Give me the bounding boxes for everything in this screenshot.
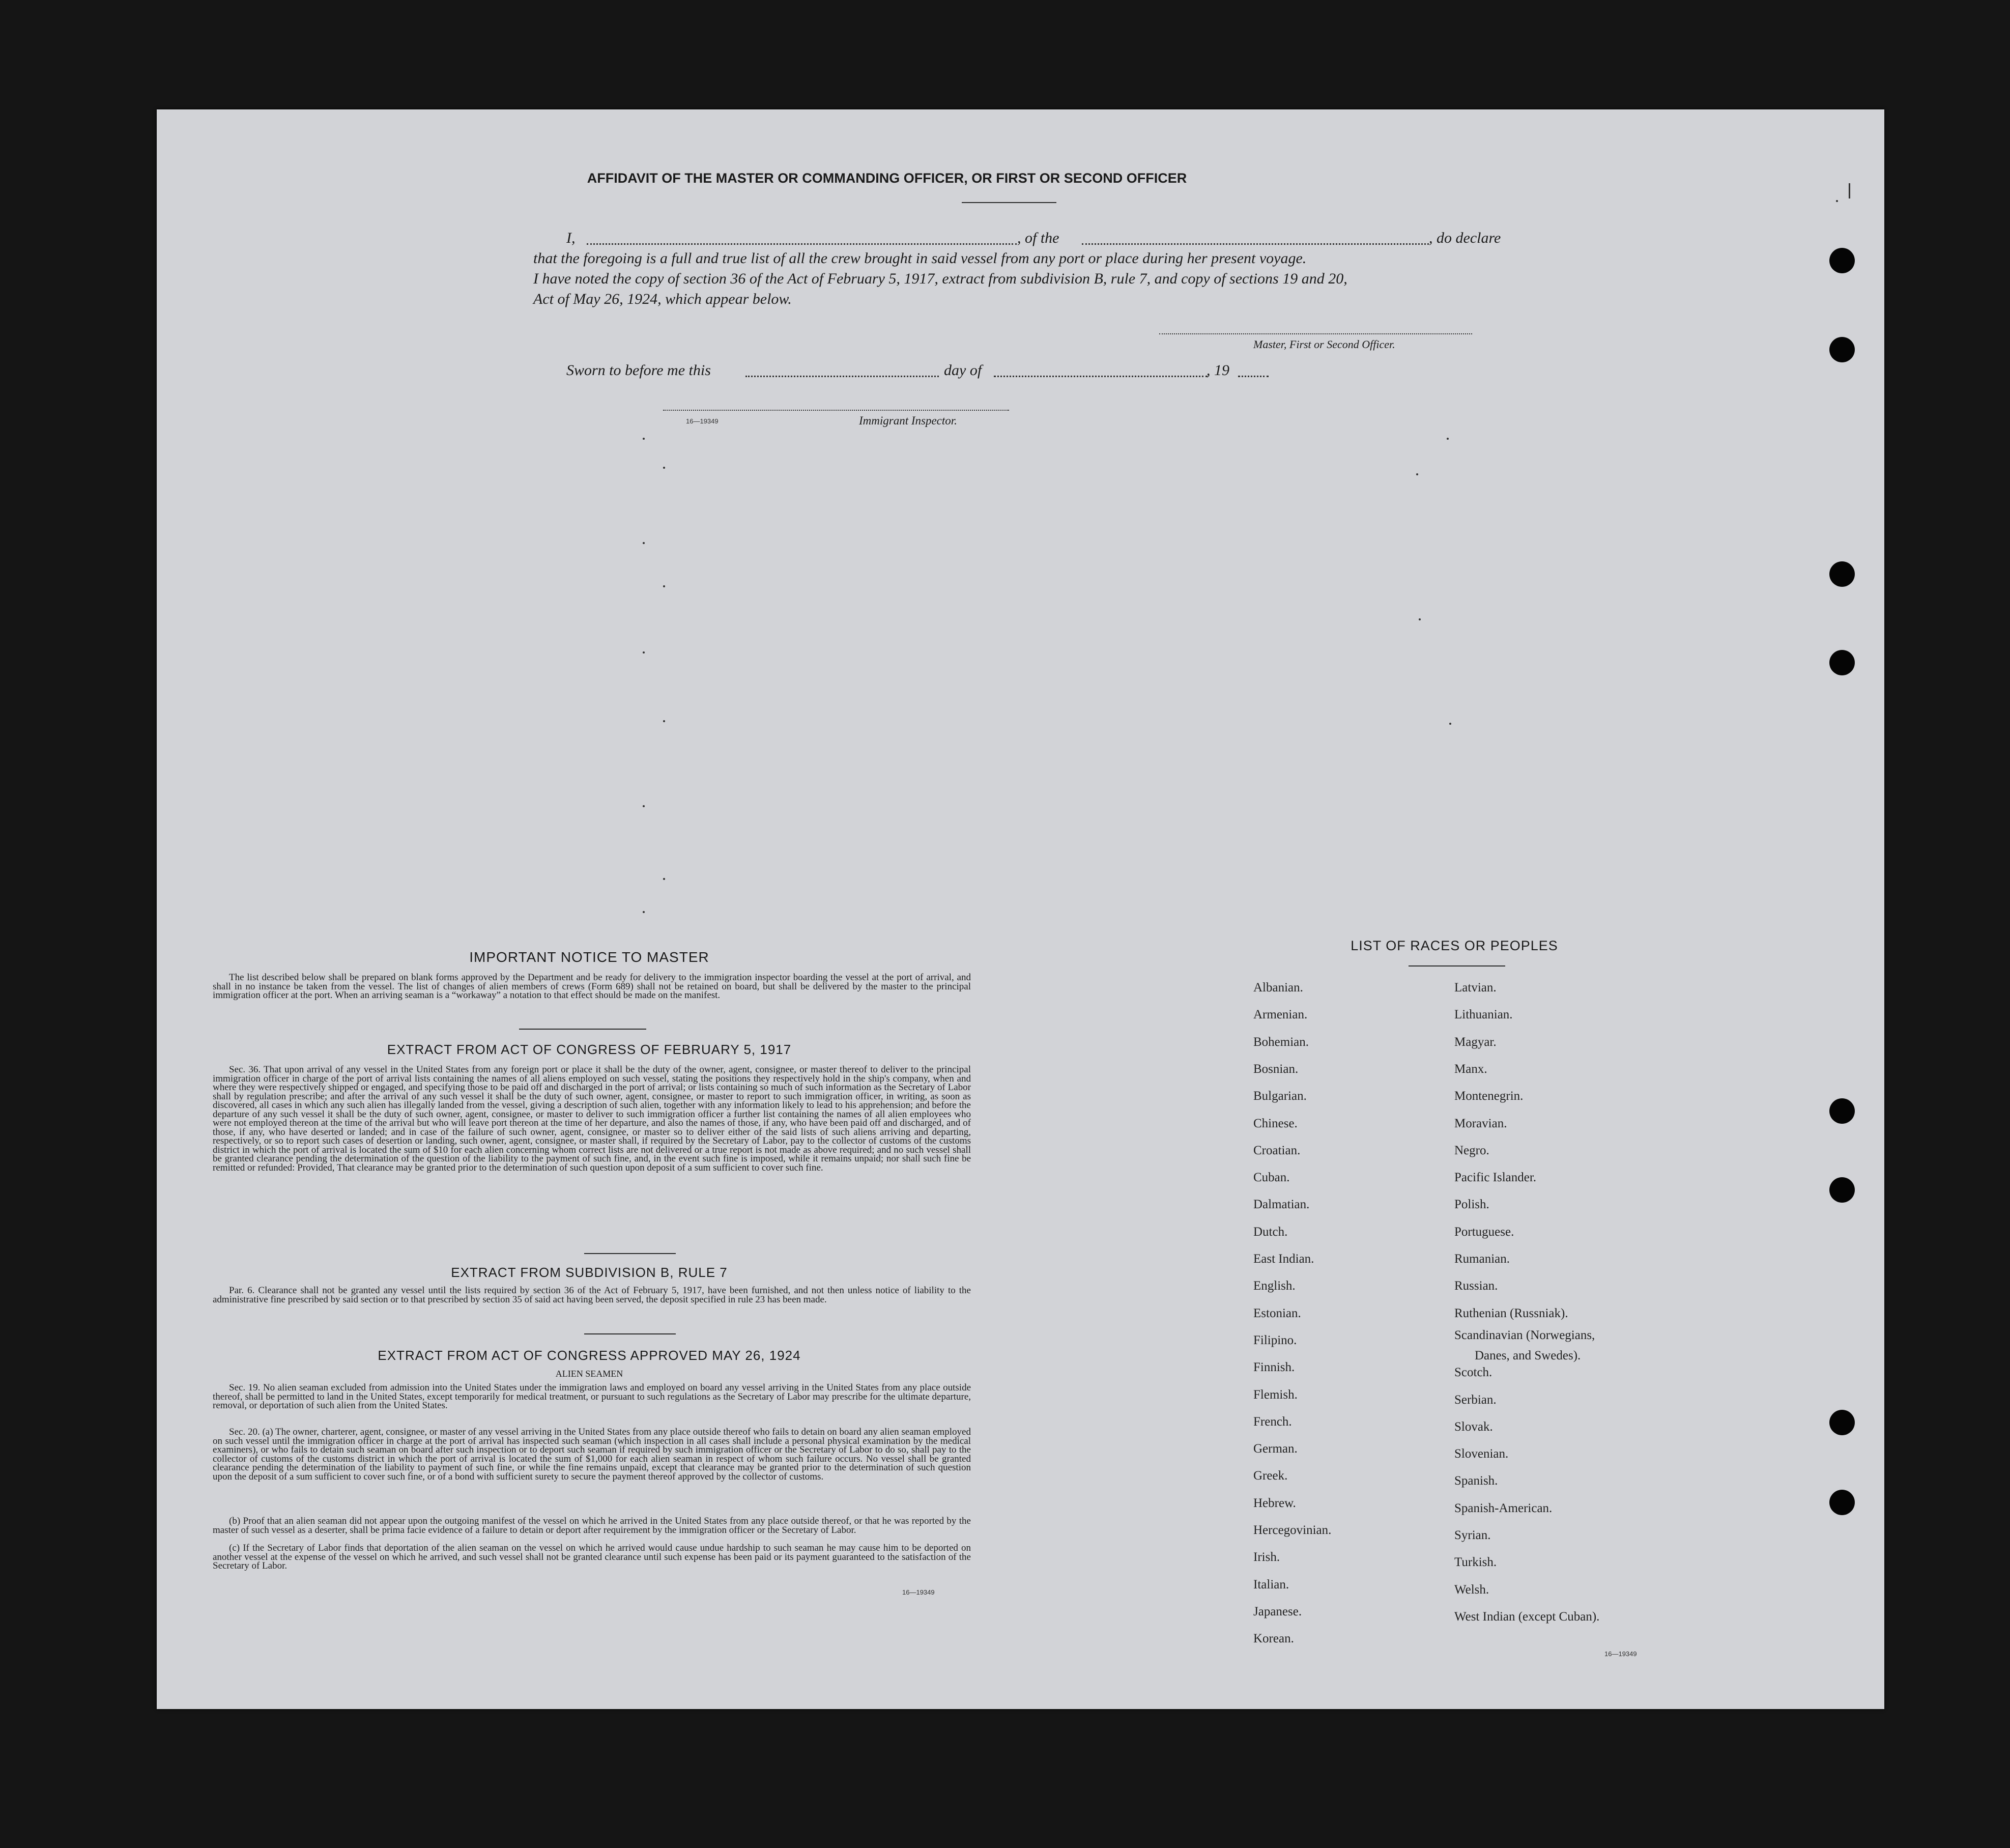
race-item: Moravian. [1454,1117,1507,1130]
rule-7-title: EXTRACT FROM SUBDIVISION B, RULE 7 [451,1265,728,1280]
rule-7-text: Par. 6. Clearance shall not be granted any vessel until the lists required by section 36 of the Act of February 5, 1917, have been furnished, and not then unless notice of liability to the administrative fine prescribed by said section or to that prescribed by section 35 of said act having been served, the deposit specified in rule 23 has been made. [213,1285,971,1305]
race-item: Irish. [1253,1550,1280,1564]
notice-text: The list described below shall be prepared on blank forms approved by the Department and be ready for delivery to the immigration inspector boarding the vessel at the port of arrival, and shall in no instance be taken from the vessel. The list of changes of alien members of crews (Form 689) shall not be retained on board, but shall be delivered by the master to the principal immigration officer at the port. When an arriving seaman is a “workaway” a notation to that effect should be made on the manifest. [213,972,971,1001]
race-item: Slovak. [1454,1420,1493,1434]
extract-1924-title: EXTRACT FROM ACT OF CONGRESS APPROVED MAY 26, 1924 [378,1348,801,1363]
sec-20a-text: Sec. 20. (a) The owner, charterer, agent, consignee, or master of any vessel arriving in the United States from any place outside thereof who fails to detain on board any alien seaman employed on such vessel until the immigration officer in charge at the port of arrival has inspected such seaman (which inspection in all cases shall include a personal physical examination by the medical examiners), or who fails to detain such seaman on board after such inspection or to deport such seaman if required by such immigration officer or the Secretary of Labor to do so, shall pay to the collector of customs of the customs district in which the port of arrival is located the sum of $1,000 for each alien seaman in respect of whom such failure occurs. No vessel shall be granted clearance pending the determination of the liability to payment of such fine, or while the fine remains unpaid, except that clearance may be granted prior to the determination of such question upon the deposit of a sum sufficient to cover such fine, or of a bond with sufficient surety to secure the payment thereof approved by the collector of customs. [213,1427,971,1482]
race-item: Korean. [1253,1632,1294,1645]
race-item: Spanish-American. [1454,1501,1553,1515]
month-blank[interactable] [994,376,1208,377]
race-item: Portuguese. [1454,1225,1514,1239]
vessel-blank[interactable] [1082,243,1429,245]
alien-seamen-subtitle: ALIEN SEAMEN [555,1369,623,1379]
sworn-label: Sworn to before me this [566,362,711,379]
race-item: East Indian. [1253,1252,1314,1266]
race-item: Bohemian. [1253,1035,1309,1049]
race-item: Russian. [1454,1279,1498,1293]
section-rule [519,1029,646,1030]
race-item: Italian. [1253,1578,1289,1591]
race-item: Welsh. [1454,1583,1489,1597]
punch-hole [1829,248,1855,273]
race-item: Bosnian. [1253,1062,1299,1076]
race-item: English. [1253,1279,1296,1293]
race-item: Cuban. [1253,1171,1290,1184]
race-item: Turkish. [1454,1555,1497,1569]
speck [663,878,665,880]
speck [643,651,645,653]
affidavit-title: AFFIDAVIT OF THE MASTER OR COMMANDING OFFICER, OR FIRST OR SECOND OFFICER [587,170,1187,186]
speck [1449,723,1451,725]
punch-hole [1829,1098,1855,1124]
race-item: West Indian (except Cuban). [1454,1610,1600,1624]
race-item: Scandinavian (Norwegians, [1454,1328,1595,1342]
speck [643,438,645,440]
sec-20b-text: (b) Proof that an alien seaman did not appear upon the outgoing manifest of the vessel on which he arrived in the United States from any place outside thereof, or that he was reported by the master of such vessel as a deserter, shall be prima facie evidence of a failure to detain or deport after requirement by the immigration officer or the Secretary of Labor. [213,1516,971,1536]
affidavit-of-the: , of the [1017,230,1059,246]
master-signature-label: Master, First or Second Officer. [1253,338,1395,351]
race-item: Latvian. [1454,981,1497,994]
race-item: Montenegrin. [1454,1089,1524,1103]
affidavit-line-3: I have noted the copy of section 36 of the Act of February 5, 1917, extract from subdivision B, rule 7, and copy of sections 19 and 20, [533,270,1347,287]
extract-1917-text: Sec. 36. That upon arrival of any vessel in the United States from any foreign port or place it shall be the duty of the owner, agent, consignee, or master thereof to deliver to the principal immigration officer in charge of the port of arrival lists containing the names of all aliens employed on such vessel, stating the positions they respectively hold in the ship's company, when and where they were respectively shipped or engaged, and specifying those to be paid off and discharged in the port of arrival; or lists containing so much of such information as the Secretary of Labor shall by regulation prescribe; and after the arrival of any such vessel it shall be the duty of such owner, agent, consignee, or master to report to such immigration officer, in writing, as soon as discovered, all cases in which any such alien has illegally landed from the vessel, giving a description of such alien, together with any information likely to lead to his apprehension; and before the departure of any such vessel it shall be the duty of such owner, agent, consignee, or master to deliver to such immigration officer a further list containing the names of all alien employees who were not employed thereon at the time of the arrival but who will leave port thereon at the time of her departure, and also the names of those, if any, who have been paid off and discharged, and of those, if any, who have deserted or landed; and in case of the failure of such owner, agent, consignee, or master so to deliver either of the said lists of such aliens arriving and departing, respectively, or so to report such cases of desertion or landing, such owner, agent, consignee, or master shall, if required by the Secretary of Labor, pay to the collector of customs of the customs district in which the port of arrival is located the sum of $10 for each alien concerning whom correct lists are not delivered or a true report is not made as above required; and no such vessel shall be granted clearance pending the determination of the question of the liability to the payment of such fine, and, in the event such fine is imposed, while it remains unpaid; nor shall such fine be remitted or refunded: Provided, That clearance may be granted prior to the determination of such question upon deposit of a sum sufficient to cover such fine. [213,1064,971,1173]
race-item: German. [1253,1442,1298,1456]
affidavit-line-4: Act of May 26, 1924, which appear below. [533,291,792,307]
speck [1836,200,1838,202]
year-blank[interactable] [1238,376,1269,377]
race-item: Bulgarian. [1253,1089,1307,1103]
speck [643,542,645,544]
sec-20c-text: (c) If the Secretary of Labor finds that deportation of the alien seaman on the vessel on which he arrived would cause undue hardship to such seaman he may cause him to be deported on another vessel at the expense of the vessel on which he arrived, and such vessel shall not be granted clearance until such expense has been paid or its payment guaranteed to the satisfaction of the Secretary of Labor. [213,1543,971,1571]
races-column-2 [1454,981,1719,1663]
race-item: Scotch. [1454,1366,1492,1379]
sworn-line [566,360,1431,381]
race-item: Armenian. [1253,1008,1308,1021]
race-item: Lithuanian. [1454,1008,1513,1021]
race-item: French. [1253,1415,1292,1429]
race-item: Ruthenian (Russniak). [1454,1306,1568,1320]
race-item: Negro. [1454,1144,1489,1157]
affidavit-line-2: that the foregoing is a full and true list of all the crew brought in said vessel from any port or place during her present voyage. [533,250,1307,267]
races-column-1 [1253,981,1406,1663]
speck [1447,438,1449,440]
race-item: Slovenian. [1454,1447,1509,1461]
section-rule [584,1333,676,1334]
affidavit-line-1 [566,228,1650,248]
punch-hole [1829,561,1855,587]
speck [663,467,665,469]
sec-19-text: Sec. 19. No alien seaman excluded from admission into the United States under the immigration laws and employed on board any vessel arriving in the United States from any place outside thereof, shall be permitted to land in the United States, except temporarily for medical treatment, or pursuant to such regulations as the Secretary of Labor may prescribe for the ultimate departure, removal, or deportation of such alien from the United States. [213,1382,971,1411]
race-item: Danes, and Swedes). [1475,1349,1581,1362]
section-rule [584,1253,676,1254]
master-signature-line[interactable] [1159,333,1472,334]
name-blank[interactable] [587,243,1017,245]
race-item: Pacific Islander. [1454,1171,1537,1184]
race-item: Flemish. [1253,1388,1298,1402]
punch-hole [1829,337,1855,362]
race-item: Hercegovinian. [1253,1523,1332,1537]
title-rule [962,202,1056,203]
punch-hole [1829,1490,1855,1515]
document-page [157,109,1884,1709]
race-item: Dalmatian. [1253,1198,1310,1211]
race-item: Estonian. [1253,1306,1301,1320]
speck [1416,473,1418,475]
punch-hole [1829,1410,1855,1435]
inspector-signature-line[interactable] [663,410,1009,411]
race-item: Croatian. [1253,1144,1301,1157]
form-number: 16—19349 [686,417,719,425]
affidavit-i: I, [566,230,576,246]
day-of-label: day of [944,362,982,379]
affidavit-do-declare: , do declare [1429,230,1501,246]
race-item: Serbian. [1454,1393,1497,1407]
race-item: Magyar. [1454,1035,1497,1049]
race-item: Hebrew. [1253,1496,1296,1510]
notice-title: IMPORTANT NOTICE TO MASTER [469,949,709,965]
punch-hole [1829,1177,1855,1203]
speck [1419,618,1421,620]
speck [663,585,665,587]
sworn-day-blank[interactable] [745,376,939,377]
race-item: Spanish. [1454,1474,1498,1488]
year-label: , 19 [1207,362,1229,379]
speck [643,911,645,913]
extract-1917-title: EXTRACT FROM ACT OF CONGRESS OF FEBRUARY 5, 1917 [387,1042,792,1057]
races-title-rule [1409,965,1505,966]
race-item: Chinese. [1253,1117,1298,1130]
race-item: Japanese. [1253,1605,1302,1618]
race-item: Finnish. [1253,1360,1295,1374]
race-item: Dutch. [1253,1225,1288,1239]
race-item: Manx. [1454,1062,1487,1076]
form-number: 16—19349 [1604,1650,1637,1658]
races-title: LIST OF RACES OR PEOPLES [1351,938,1558,953]
inspector-label: Immigrant Inspector. [859,414,957,427]
speck [1849,183,1850,198]
race-item: Polish. [1454,1198,1489,1211]
race-item: Rumanian. [1454,1252,1510,1266]
race-item: Albanian. [1253,981,1303,994]
race-item: Syrian. [1454,1528,1491,1542]
race-item: Greek. [1253,1469,1288,1483]
race-item: Filipino. [1253,1333,1297,1347]
punch-hole [1829,650,1855,675]
form-number: 16—19349 [902,1588,935,1596]
speck [663,720,665,722]
speck [643,805,645,807]
